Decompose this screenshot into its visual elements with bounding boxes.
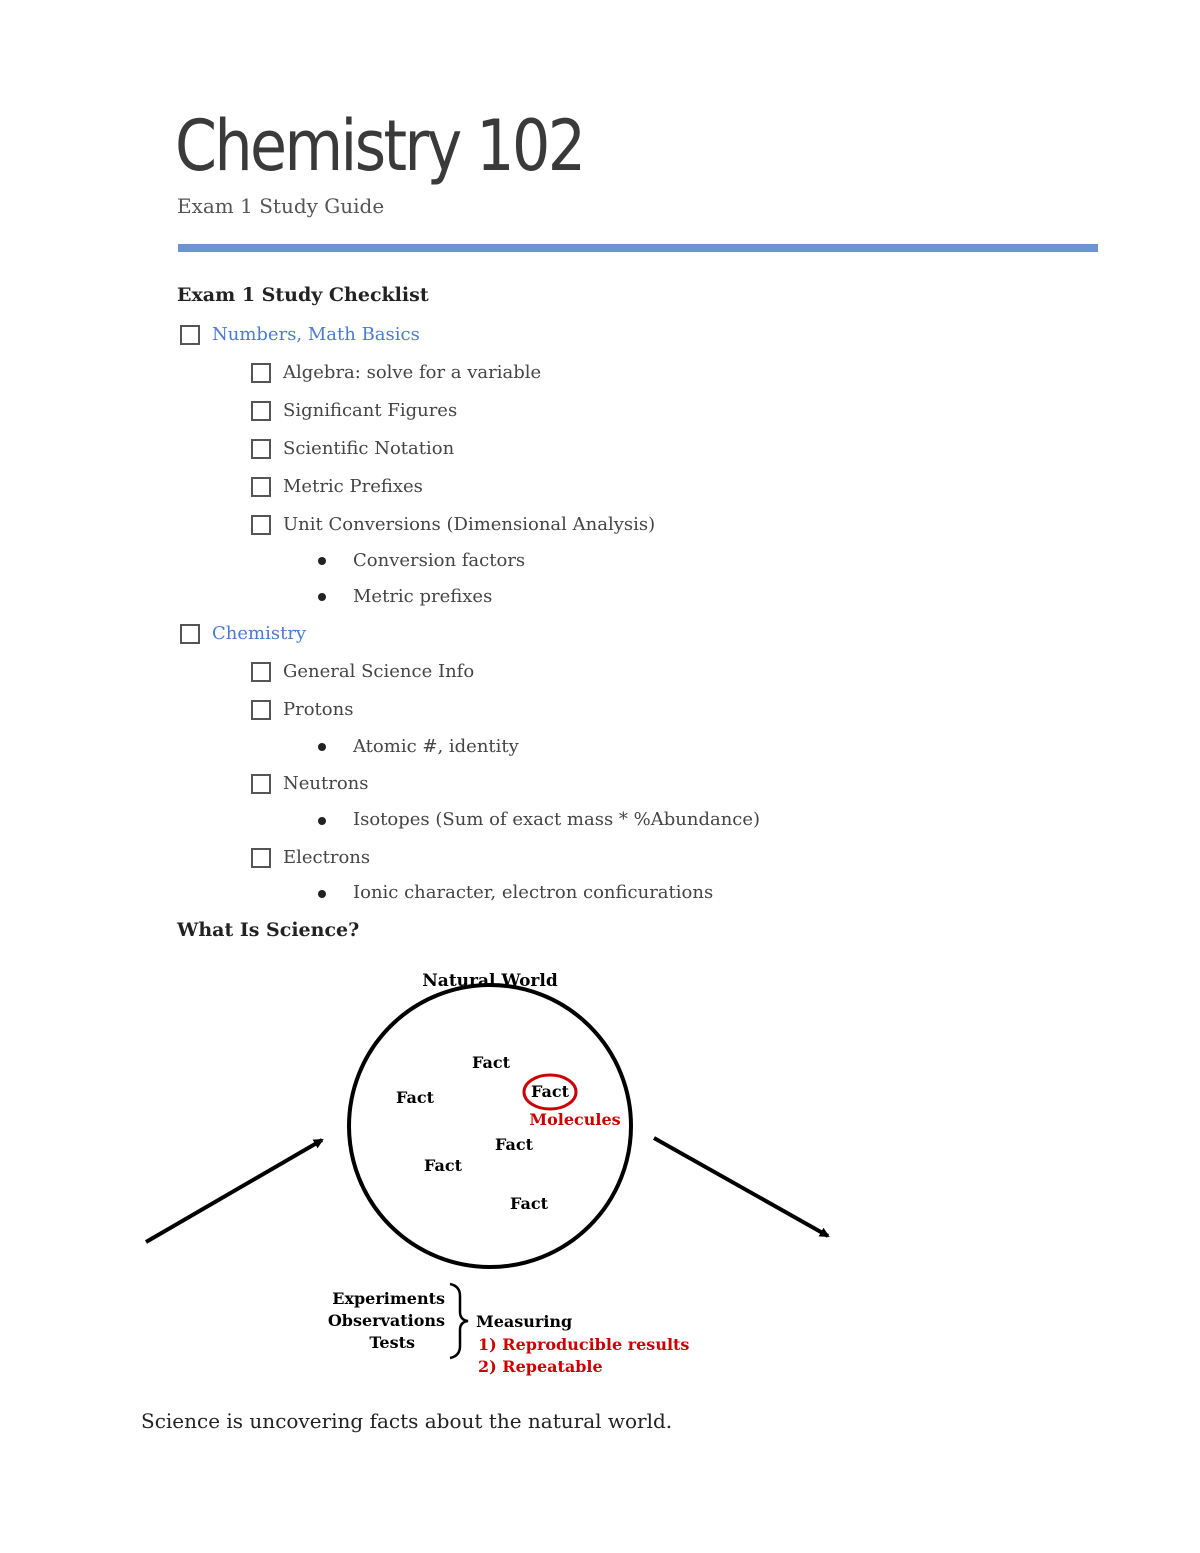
checklist-section-label: Chemistry [212, 623, 307, 644]
checklist-section-label: Numbers, Math Basics [212, 324, 420, 345]
checklist-item-label: Protons [283, 699, 354, 720]
curly-brace [450, 1284, 468, 1358]
checklist-item-label: Significant Figures [283, 400, 458, 421]
checklist-heading: Exam 1 Study Checklist [177, 284, 429, 306]
checklist-item-label: Unit Conversions (Dimensional Analysis) [283, 514, 656, 535]
checklist-item-label: Electrons [283, 847, 371, 868]
checklist-item-label: Metric Prefixes [283, 476, 423, 497]
output-arrow [654, 1138, 828, 1236]
bullet-item-label: Metric prefixes [353, 586, 493, 607]
conclusion-text: Science is uncovering facts about the natural world. [141, 1409, 673, 1433]
checklist-item-label: Scientific Notation [283, 438, 455, 459]
input-arrow [146, 1140, 322, 1242]
checklist-item-label: General Science Info [283, 661, 475, 682]
bullet-item-label: Ionic character, electron conficurations [353, 882, 714, 903]
method-label: Experiments [332, 1289, 445, 1308]
page-subtitle: Exam 1 Study Guide [177, 194, 385, 218]
bullet-item-label: Conversion factors [353, 550, 526, 571]
criterion-label: 2) Repeatable [478, 1357, 603, 1376]
fact-label-highlighted: Fact [531, 1082, 569, 1101]
checklist-item-label: Neutrons [283, 773, 369, 794]
fact-label: Fact [495, 1135, 533, 1154]
measuring-label: Measuring [476, 1312, 573, 1331]
science-heading: What Is Science? [177, 919, 360, 941]
fact-label: Fact [424, 1156, 462, 1175]
page-title: Chemistry 102 [175, 105, 584, 187]
bullet-item-label: Atomic #, identity [353, 736, 519, 757]
natural-world-label: Natural World [422, 971, 558, 991]
fact-label: Fact [396, 1088, 434, 1107]
criterion-label: 1) Reproducible results [478, 1335, 690, 1354]
checklist-item-label: Algebra: solve for a variable [283, 362, 542, 383]
bullet-item-label: Isotopes (Sum of exact mass * %Abundance) [353, 809, 761, 830]
fact-label: Fact [472, 1053, 510, 1072]
method-label: Observations [327, 1311, 445, 1330]
fact-label: Fact [510, 1194, 548, 1213]
molecules-label: Molecules [529, 1110, 621, 1129]
method-label: Tests [369, 1333, 415, 1352]
